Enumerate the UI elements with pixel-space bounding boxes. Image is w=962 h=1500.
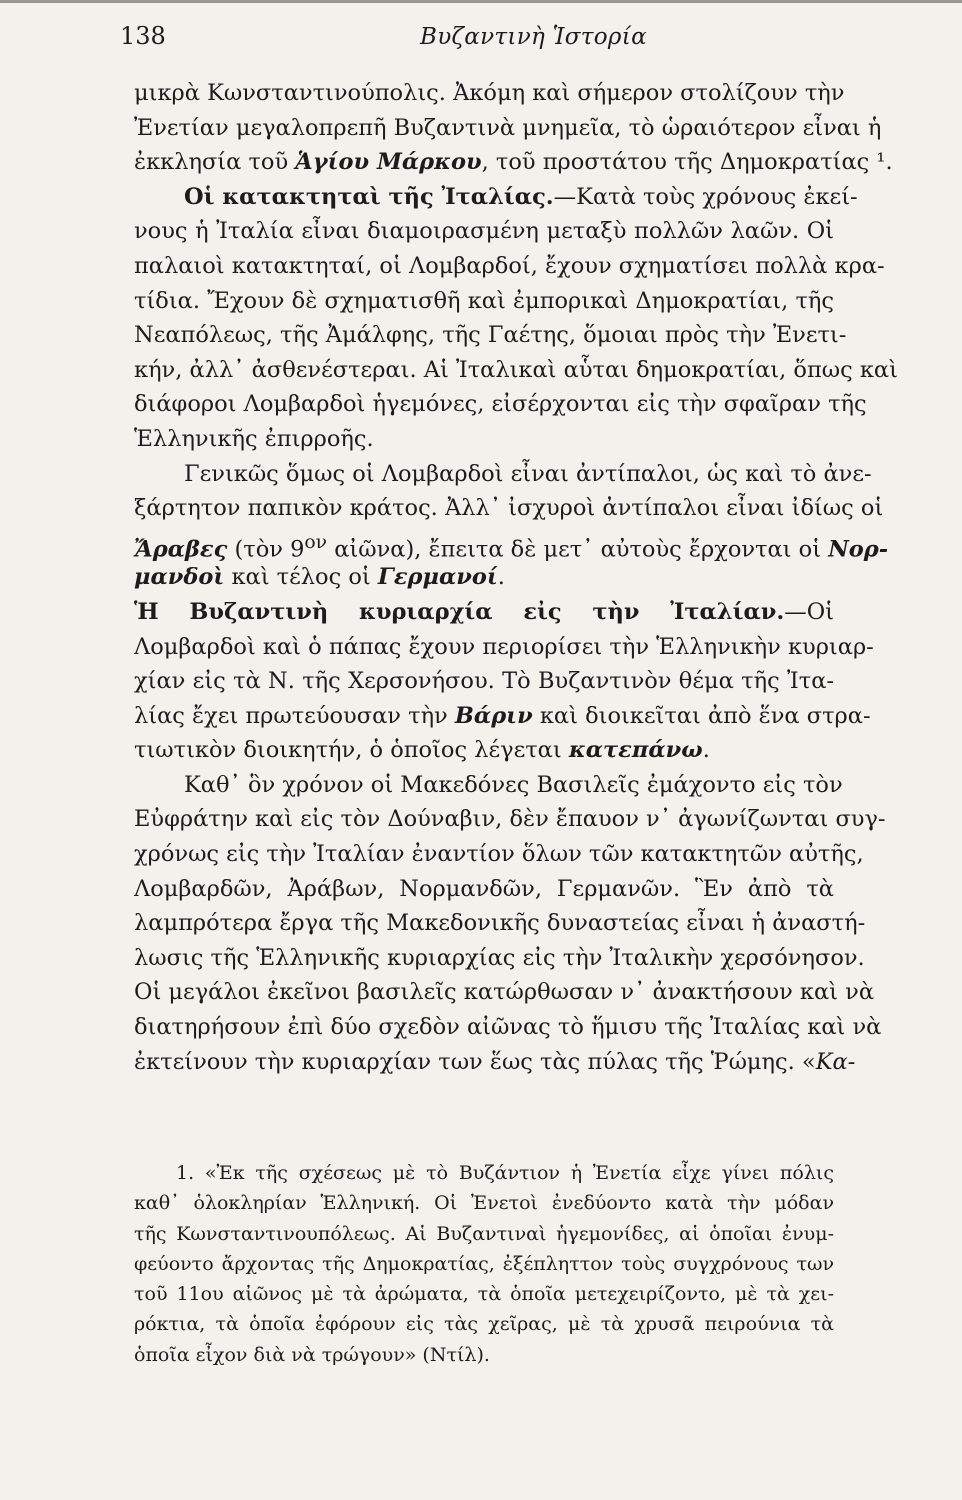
emphasis-germans: Γερμανοί	[377, 564, 498, 591]
text-line: Καθ᾿ ὃν χρόνον οἱ Μακεδόνες Βασιλεῖς ἐμάχοντο εἰς τὸν	[184, 771, 843, 798]
page-header	[120, 22, 840, 56]
text-line: παλαιοὶ κατακτηταί, οἱ Λομβαρδοί, ἔχουν σχηματίσει πολλὰ κρα-	[134, 252, 885, 279]
section-heading-line: Ἡ Βυζαντινὴ κυριαρχία εἰς τὴν Ἰταλίαν.—Οἱ	[134, 598, 834, 625]
text-line: ἐκτείνουν τὴν κυριαρχίαν των ἕως τὰς πύλας τῆς Ῥώμης. «Κα-	[134, 1048, 856, 1075]
footnote-line: φεύοντο ἄρχοντας τῆς Δημοκρατίας, ἐξέπληττον τοὺς συγχρόνους των	[134, 1252, 834, 1275]
text-line: Λομβαρδοὶ καὶ ὁ πάπας ἔχουν περιορίσει τὴν Ἑλληνικὴν κυριαρ-	[134, 633, 874, 660]
text-line: Νεαπόλεως, τῆς Ἀμάλφης, τῆς Γαέτης, ὅμοιαι πρὸς τὴν Ἐνετι-	[134, 322, 847, 349]
text-line: χρόνως εἰς τὴν Ἰταλίαν ἐναντίον ὅλων τῶν κατακτητῶν αὐτῆς,	[134, 841, 864, 868]
text-line: τιωτικὸν διοικητήν, ὁ ὁποῖος λέγεται κατεπάνω.	[134, 737, 710, 764]
footnote-line: ὁποῖα εἶχον διὰ νὰ τρώγουν» (Ντίλ).	[134, 1343, 490, 1366]
section-heading-byzantine-rule: Ἡ Βυζαντινὴ κυριαρχία εἰς τὴν Ἰταλίαν.	[134, 598, 785, 625]
text-line: τίδια. Ἔχουν δὲ σχηματισθῆ καὶ ἐμπορικαὶ Δημοκρατίαι, τῆς	[134, 287, 834, 314]
emphasis-katepano: κατεπάνω	[568, 737, 703, 764]
footnote-line: τοῦ 11ου αἰῶνος μὲ τὰ ἀρώματα, τὰ ὁποῖα μετεχειρίζοντο, μὲ τὰ χει-	[134, 1283, 834, 1306]
footnote-line: τῆς Κωνσταντινουπόλεως. Αἱ Βυζαντιναὶ ἡγεμονίδες, αἱ ὁποῖαι ἐνυμ-	[134, 1222, 834, 1245]
text-line: λαμπρότερα ἔργα τῆς Μακεδονικῆς δυναστείας εἶναι ἡ ἀναστή-	[134, 910, 866, 937]
emphasis-bari: Βάριν	[454, 702, 533, 729]
emphasis-arabs: Ἄραβες	[134, 536, 228, 563]
text-line: Ἄραβες (τὸν $9^{o\nu}$ αἰῶνα), ἔπειτα δὲ μετ᾿ αὐτοὺς ἔρχονται οἱ Νορ-	[134, 531, 889, 563]
text-line: διάφοροι Λομβαρδοὶ ἡγεμόνες, εἰσέρχονται εἰς τὴν σφαῖραν τῆς	[134, 391, 867, 418]
section-heading-line: Οἱ κατακτηταὶ τῆς Ἰταλίας.—Κατὰ τοὺς χρόνους ἐκεί-	[184, 183, 858, 210]
footnote-line: 1. «Ἐκ τῆς σχέσεως μὲ τὸ Βυζάντιον ἡ Ἐνετία εἶχε γίνει πόλις	[176, 1162, 834, 1184]
text-line: μικρὰ Κωνσταντινούπολις. Ἀκόμη καὶ σήμερον στολίζουν τὴν	[134, 80, 845, 106]
page-number: 138	[120, 22, 166, 50]
emphasis-normans: Νορ-	[828, 536, 889, 563]
running-title: Βυζαντινὴ Ἱστορία	[420, 24, 647, 50]
text-line: λωσις τῆς Ἑλληνικῆς κυριαρχίας εἰς τὴν Ἰταλικὴν χερσόνησον.	[134, 944, 865, 971]
text-line: διατηρήσουν ἐπὶ δύο σχεδὸν αἰῶνας τὸ ἥμισυ τῆς Ἰταλίας καὶ νὰ	[134, 1014, 882, 1041]
text-line: νους ἡ Ἰταλία εἶναι διαμοιρασμένη μεταξὺ πολλῶν λαῶν. Οἱ	[134, 218, 834, 245]
footnotes	[134, 1158, 834, 1370]
text-line: Λομβαρδῶν, Ἀράβων, Νορμανδῶν, Γερμανῶν. Ἓν ἀπὸ τὰ	[134, 875, 834, 902]
footnote-line: ρόκτια, τὰ ὁποῖα ἐφόρουν εἰς τὰς χεῖρας, μὲ τὰ χρυσᾶ πειρούνια τὰ	[134, 1313, 834, 1336]
text-line: Γενικῶς ὅμως οἱ Λομβαρδοὶ εἶναι ἀντίπαλοι, ὡς καὶ τὸ ἀνε-	[184, 460, 872, 487]
emphasis-saint-mark: Ἁγίου Μάρκου	[295, 149, 482, 176]
text-line: Οἱ μεγάλοι ἐκεῖνοι βασιλεῖς κατώρθωσαν ν᾿ ἀνακτήσουν καὶ νὰ	[134, 979, 875, 1006]
text-line: Ἐνετίαν μεγαλοπρεπῆ Βυζαντινὰ μνημεῖα, τὸ ὡραιότερον εἶναι ἡ	[134, 114, 882, 141]
page-top-edge	[0, 0, 962, 3]
text-line: Ἑλληνικῆς ἐπιρροῆς.	[134, 425, 374, 452]
footnote-line: καθ᾿ ὁλοκληρίαν Ἑλληνική. Οἱ Ἐνετοὶ ἐνεδύοντο κατὰ τὴν μόδαν	[134, 1192, 834, 1215]
text-line: ξάρτητον παπικὸν κράτος. Ἀλλ᾿ ἰσχυροὶ ἀντίπαλοι εἶναι ἰδίως οἱ	[134, 495, 884, 522]
section-heading-conquerors: Οἱ κατακτηταὶ τῆς Ἰταλίας.	[184, 183, 554, 210]
text-line: Εὐφράτην καὶ εἰς τὸν Δούναβιν, δὲν ἔπαυον ν᾿ ἀγωνίζωνται συγ-	[134, 806, 886, 833]
text-line: κήν, ἀλλ᾿ ἀσθενέστεραι. Αἱ Ἰταλικαὶ αὗται δημοκρατίαι, ὅπως καὶ	[134, 356, 898, 383]
main-text	[134, 76, 898, 1079]
text-line: χίαν εἰς τὰ Ν. τῆς Χερσονήσου. Τὸ Βυζαντινὸν θέμα τῆς Ἰτα-	[134, 668, 834, 695]
text-line: ἐκκλησία τοῦ Ἁγίου Μάρκου, τοῦ προστάτου τῆς Δημοκρατίας ¹.	[134, 149, 893, 176]
text-line: λίας ἔχει πρωτεύουσαν τὴν Βάριν καὶ διοικεῖται ἀπὸ ἕνα στρα-	[134, 702, 871, 729]
text-line: μανδοὶ καὶ τέλος οἱ Γερμανοί.	[134, 564, 505, 591]
